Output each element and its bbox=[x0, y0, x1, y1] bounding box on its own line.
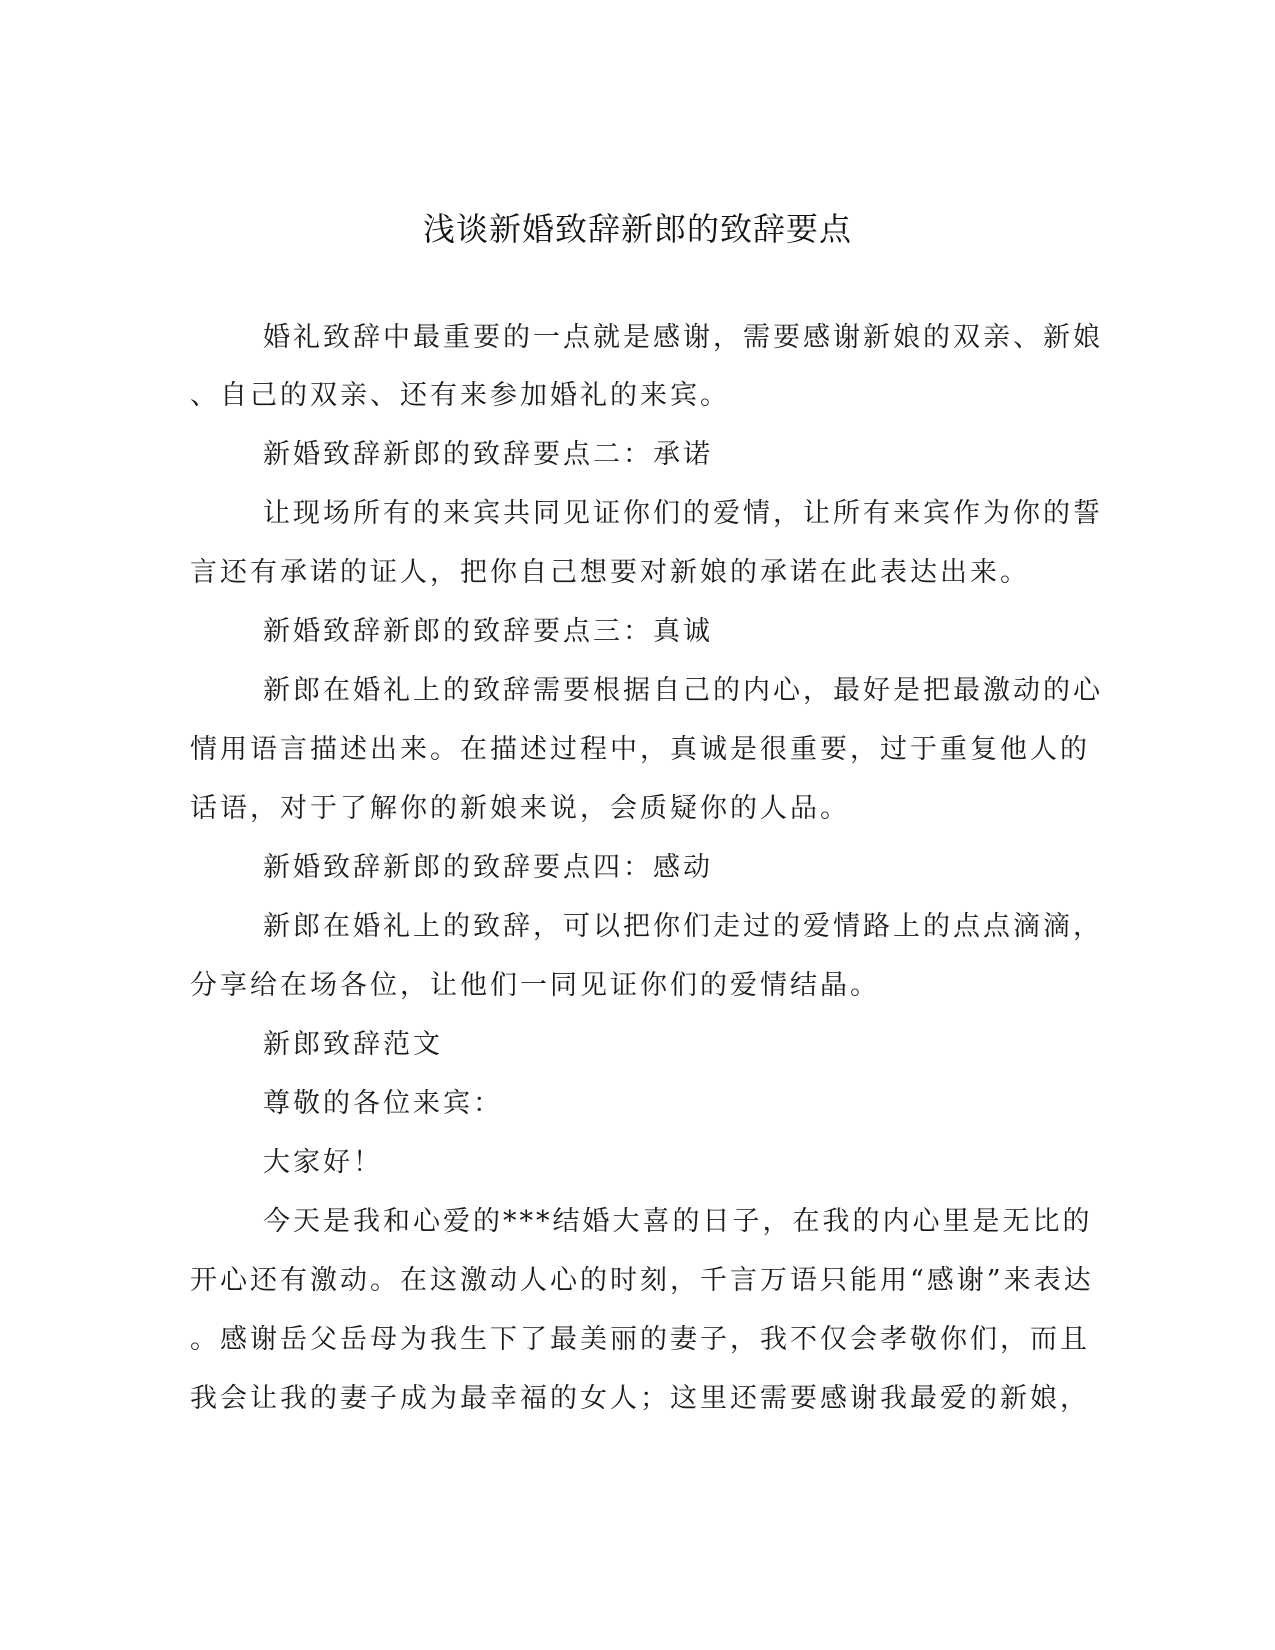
paragraph-line: 话语，对于了解你的新娘来说，会质疑你的人品。 bbox=[190, 793, 850, 824]
document-title: 浅谈新婚致辞新郎的致辞要点 bbox=[422, 210, 852, 248]
paragraph-line: 今天是我和心爱的***结婚大喜的日子，在我的内心里是无比的 bbox=[263, 1206, 1093, 1237]
salutation: 尊敬的各位来宾： bbox=[263, 1088, 503, 1119]
paragraph-line: 言还有承诺的证人，把你自己想要对新娘的承诺在此表达出来。 bbox=[190, 557, 1030, 588]
paragraph-line: 我会让我的妻子成为最幸福的女人；这里还需要感谢我最爱的新娘， bbox=[190, 1383, 1090, 1414]
section-heading-sample: 新郎致辞范文 bbox=[263, 1029, 443, 1060]
paragraph-line: 新郎在婚礼上的致辞，可以把你们走过的爱情路上的点点滴滴， bbox=[263, 911, 1103, 942]
section-heading-promise: 新婚致辞新郎的致辞要点二：承诺 bbox=[263, 439, 713, 470]
paragraph-line: 婚礼致辞中最重要的一点就是感谢，需要感谢新娘的双亲、新娘 bbox=[263, 322, 1103, 353]
paragraph-line: 。感谢岳父岳母为我生下了最美丽的妻子，我不仅会孝敬你们，而且 bbox=[190, 1324, 1090, 1355]
paragraph-line: 新郎在婚礼上的致辞需要根据自己的内心，最好是把最激动的心 bbox=[263, 675, 1103, 706]
greeting: 大家好！ bbox=[263, 1147, 383, 1178]
paragraph-line: 、自己的双亲、还有来参加婚礼的来宾。 bbox=[190, 380, 730, 411]
section-heading-touching: 新婚致辞新郎的致辞要点四：感动 bbox=[263, 852, 713, 883]
section-heading-sincerity: 新婚致辞新郎的致辞要点三：真诚 bbox=[263, 616, 713, 647]
paragraph-line: 让现场所有的来宾共同见证你们的爱情，让所有来宾作为你的誓 bbox=[263, 498, 1103, 529]
paragraph-line: 情用语言描述出来。在描述过程中，真诚是很重要，过于重复他人的 bbox=[190, 734, 1090, 765]
paragraph-line: 分享给在场各位，让他们一同见证你们的爱情结晶。 bbox=[190, 970, 880, 1001]
paragraph-line: 开心还有激动。在这激动人心的时刻，千言万语只能用“感谢”来表达 bbox=[190, 1265, 1094, 1296]
